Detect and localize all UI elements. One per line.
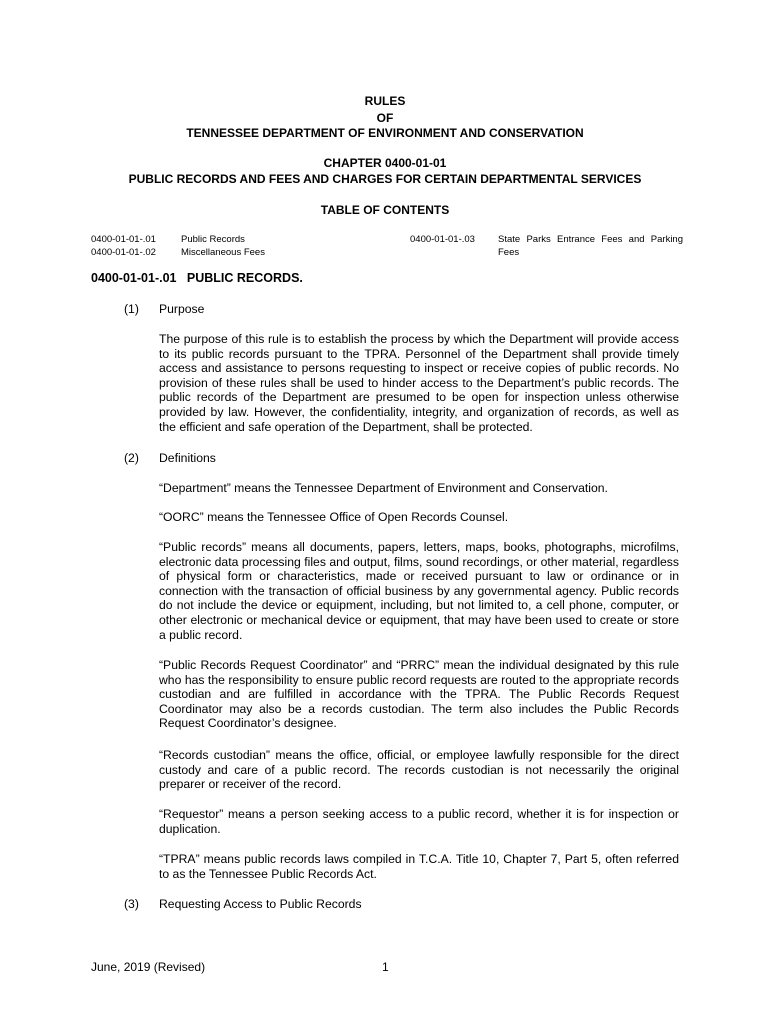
purpose-paragraph: The purpose of this rule is to establish the process by which the Department will provide access to its public records pursuant to the TPRA. Personnel of the Department shall provide timely access and assistance to persons requesting to inspect or receive copies of public records. No provision of these rules shall be used to hinder access to the Department’s public records. The public records of the Department are presumed to be open for inspection unless otherwise provided by law. However, the confidentiality, integrity, and organization of records, as well as the efficient and safe operation of the Department, shall be protected. (159, 332, 679, 434)
definition-tpra: “TPRA” means public records laws compiled in T.C.A. Title 10, Chapter 7, Part 5, often referred to as the Tennessee Public Records Act. (159, 852, 679, 881)
item-heading-purpose: Purpose (159, 302, 205, 316)
footer-date: June, 2019 (Revised) (91, 960, 206, 974)
toc-num-3: 0400-01-01-.03 (410, 234, 475, 245)
item-heading-requesting-access: Requesting Access to Public Records (159, 897, 362, 911)
toc-title-2: Miscellaneous Fees (181, 247, 265, 258)
definition-oorc: “OORC” means the Tennessee Office of Open Records Counsel. (159, 510, 509, 524)
title-of: OF (376, 111, 394, 125)
item-num-1: (1) (124, 302, 139, 316)
item-num-3: (3) (124, 897, 139, 911)
definition-prrc: “Public Records Request Coordinator” and “PRRC” mean the individual designated by this rule who has the responsibility to ensure public record requests are routed to the appropriate records custodian and are fulfilled in accordance with the TPRA. The Public Records Request Coordinator may also be a records custodian. The term also includes the Public Records Request Coordinator’s designee. (159, 658, 679, 731)
toc-title-1: Public Records (181, 234, 245, 245)
toc-num-1: 0400-01-01-.01 (91, 234, 156, 245)
item-heading-definitions: Definitions (159, 451, 216, 465)
definition-records-custodian: “Records custodian” means the office, official, or employee lawfully responsible for the direct custody and care of a public record. The records custodian is not necessarily the original preparer or receiver of the record. (159, 748, 679, 792)
toc-title: TABLE OF CONTENTS (320, 203, 450, 217)
chapter-title: PUBLIC RECORDS AND FEES AND CHARGES FOR CERTAIN DEPARTMENTAL SERVICES (128, 172, 642, 186)
title-department: TENNESSEE DEPARTMENT OF ENVIRONMENT AND CONSERVATION (186, 126, 584, 140)
item-num-2: (2) (124, 451, 139, 465)
definition-department: “Department” means the Tennessee Department of Environment and Conservation. (159, 481, 608, 495)
definition-requestor: “Requestor” means a person seeking access to a public record, whether it is for inspection or duplication. (159, 807, 679, 836)
page-number: 1 (382, 960, 389, 974)
section-title: 0400-01-01-.01 PUBLIC RECORDS. (91, 271, 303, 285)
definition-public-records: “Public records” means all documents, papers, letters, maps, books, photographs, microfilms, electronic data processing files and output, films, sound recordings, or other material, regardless of physical form or characteristics, made or received pursuant to law or ordinance or in connection with the transaction of official business by any governmental agency. Public records do not include the device or equipment, including, but not limited to, a cell phone, computer, or other electronic or mechanical device or equipment, that may have been used to create or store a public record. (159, 540, 679, 642)
title-rules: RULES (364, 94, 406, 108)
chapter-number: CHAPTER 0400-01-01 (323, 156, 447, 170)
toc-num-2: 0400-01-01-.02 (91, 247, 156, 258)
toc-title-3: State Parks Entrance Fees and Parking Fees (498, 234, 683, 258)
